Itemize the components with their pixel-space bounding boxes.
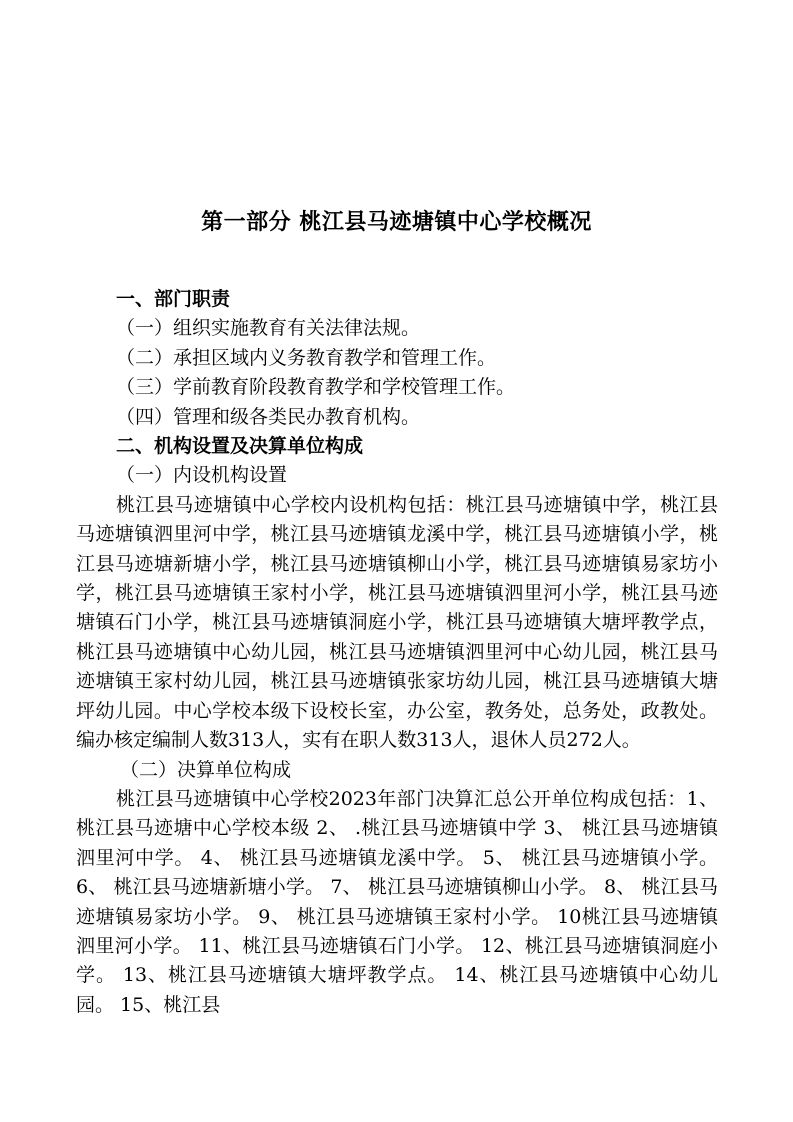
duty-item-4: （四）管理和级各类民办教育机构。 [116,405,421,428]
section-heading-duties: 一、部门职责 [116,288,231,310]
internal-structure-paragraph: 桃江县马迹塘镇中心学校内设机构包括：桃江县马迹塘镇中学，桃江县马迹塘镇泗里河中学，桃江县马迹塘镇龙溪中学，桃江县马迹塘镇小学，桃江县马迹塘新塘小学，桃江县马迹塘镇柳山小学，桃江县马迹塘镇易家坊小学，桃江县马迹塘镇王家村小学，桃江县马迹塘镇泗里河小学，桃江县马迹塘镇石门小学，桃江县马迹塘镇洞庭小学，桃江县马迹塘镇大塘坪教学点，桃江县马迹塘镇中心幼儿园，桃江县马迹塘镇泗里河中心幼儿园，桃江县马迹塘镇王家村幼儿园，桃江县马迹塘镇张家坊幼儿园，桃江县马迹塘镇大塘坪幼儿园。中心学校本级下设校长室，办公室，教务处，总务处，政教处。编办核定编制人数313人，实有在职人数313人，退休人员272人。 [76,493,718,752]
duty-item-1: （一）组织实施教育有关法律法规。 [116,317,421,340]
subsection-heading-budget-units: （二）决算单位构成 [120,758,292,781]
duty-item-3: （三）学前教育阶段教育教学和学校管理工作。 [116,376,516,399]
page-title: 第一部分 桃江县马迹塘镇中心学校概况 [201,209,592,235]
budget-units-paragraph: 桃江县马迹塘镇中心学校2023年部门决算汇总公开单位构成包括：1、 桃江县马迹塘中心学校本级 2、 .桃江县马迹塘镇中学 3、 桃江县马迹塘镇泗里河中学。 4、 桃江县马迹塘镇龙溪中学。 5、 桃江县马迹塘镇小学。 6、 桃江县马迹塘新塘小学。 7、 桃江县马迹塘镇柳山小学。 8、 桃江县马迹塘镇易家坊小学。 9、 桃江县马迹塘镇王家村小学。 10桃江县马迹塘镇泗里河小学。 11、桃江县马迹塘镇石门小学。 12、桃江县马迹塘镇洞庭小学。 13、桃江县马迹塘镇大塘坪教学点。 14、桃江县马迹塘镇中心幼儿园。 15、桃江县 [76,787,718,1016]
subsection-heading-internal-structure: （一）内设机构设置 [116,464,288,487]
document-body [76,285,718,1020]
section-heading-organization: 二、机构设置及决算单位构成 [116,435,364,458]
duty-item-2: （二）承担区域内义务教育教学和管理工作。 [116,346,497,369]
